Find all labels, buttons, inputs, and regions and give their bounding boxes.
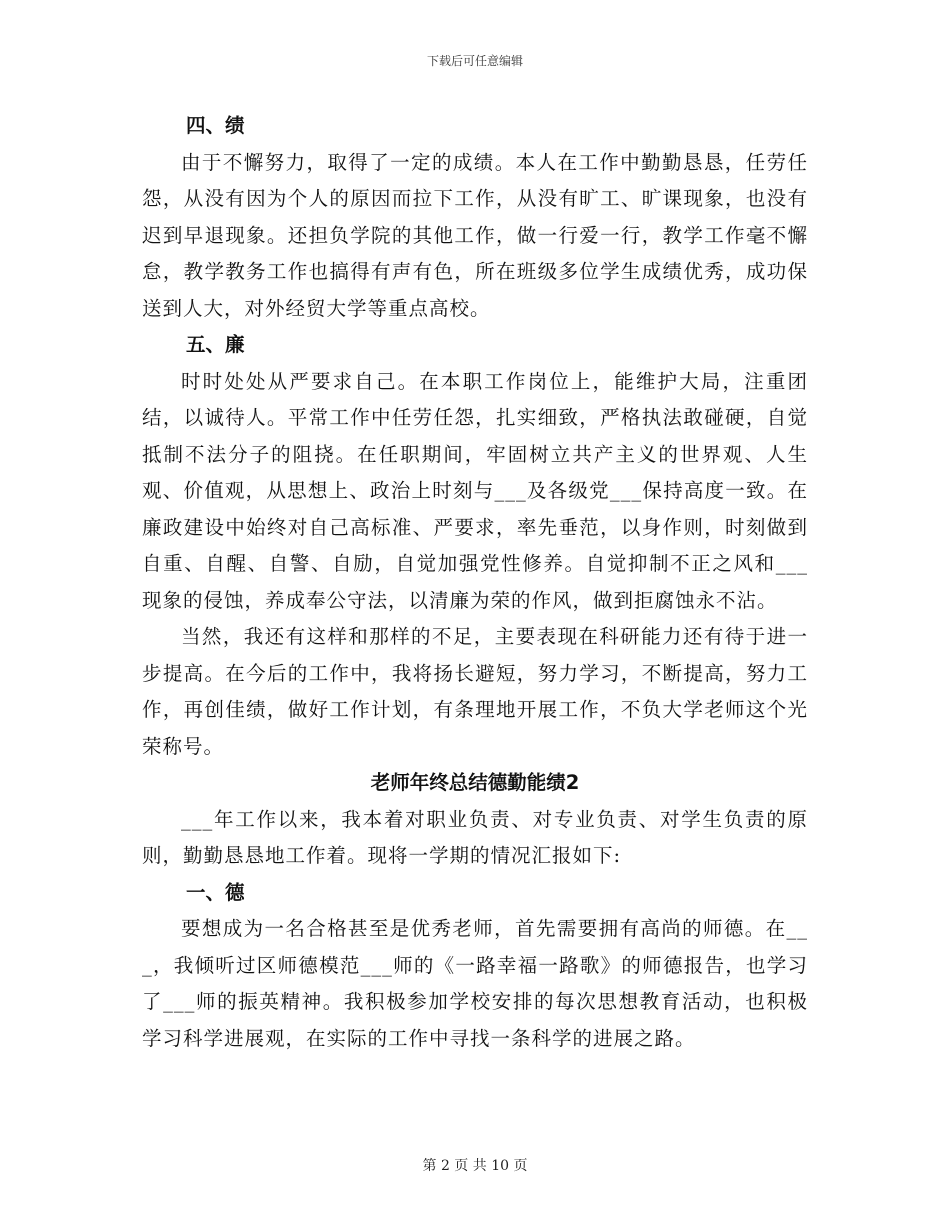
document-body [142, 108, 808, 1057]
paragraph-ji: 由于不懈努力，取得了一定的成绩。本人在工作中勤勤恳恳，任劳任怨，从没有因为个人的原因而拉下工作，从没有旷工、旷课现象，也没有迟到早退现象。还担负学院的其他工作，做一行爱一行，教学工作毫不懈怠，教学教务工作也搞得有声有色，所在班级多位学生成绩优秀，成功保送到人大，对外经贸大学等重点高校。 [142, 150, 808, 320]
page-header: 下载后可任意编辑 [426, 54, 523, 68]
article-title: 老师年终总结德勤能绩2 [370, 771, 580, 794]
section-heading-lian: 五、廉 [186, 333, 245, 356]
page-footer: 第 2 页 共 10 页 [422, 1158, 528, 1174]
section-heading-de: 一、德 [186, 880, 245, 904]
paragraph-shortcomings: 当然，我还有这样和那样的不足，主要表现在科研能力还有待于进一步提高。在今后的工作中，我将扬长避短，努力学习，不断提高，努力工作，再创佳绩，做好工作计划，有条理地开展工作，不负大学老师这个光荣称号。 [142, 625, 808, 758]
paragraph-lian: 时时处处从严要求自己。在本职工作岗位上，能维护大局，注重团结，以诚待人。平常工作中任劳任怨，扎实细致，严格执法敢碰硬，自觉抵制不法分子的阻挠。在任职期间，牢固树立共产主义的世界观、人生观、价值观，从思想上、政治上时刻与___及各级党___保持高度一致。在廉政建设中始终对自己高标准、严要求，率先垂范，以身作则，时刻做到自重、自醒、自警、自励，自觉加强党性修养。自觉抑制不正之风和___现象的侵蚀，养成奉公守法，以清廉为荣的作风，做到拒腐蚀永不沾。 [142, 369, 808, 612]
section-heading-ji: 四、绩 [186, 114, 245, 137]
paragraph-de: 要想成为一名合格甚至是优秀老师，首先需要拥有高尚的师德。在___，我倾听过区师德模范___师的《一路幸福一路歌》的师德报告，也学习了___师的振英精神。我积极参加学校安排的每次思想教育活动，也积极学习科学进展观，在实际的工作中寻找一条科学的进展之路。 [142, 917, 808, 1050]
paragraph-intro: ___年工作以来，我本着对职业负责、对专业负责、对学生负责的原则，勤勤恳恳地工作着。现将一学期的情况汇报如下: [142, 807, 808, 867]
